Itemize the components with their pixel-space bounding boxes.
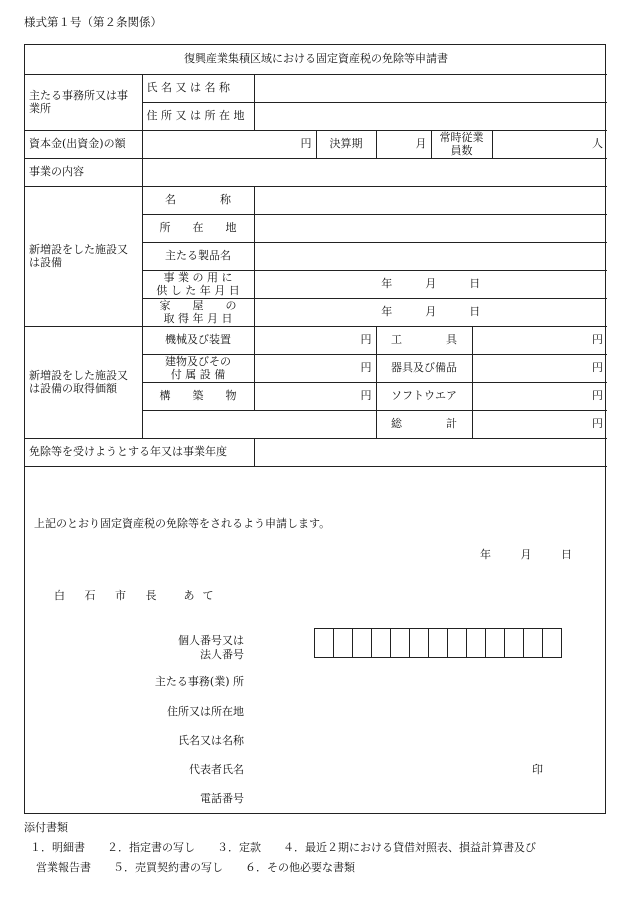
fiscal-label: 決算期 — [316, 131, 376, 159]
exemption-year-field[interactable] — [254, 439, 607, 467]
product-field[interactable] — [254, 243, 607, 271]
addressee: 白 石 市 長 あて — [54, 589, 222, 602]
representative-label: 代表者氏名 — [189, 763, 244, 776]
applicant-label: 主たる事務所又は事業所 — [25, 75, 142, 131]
form-number: 様式第１号（第２条関係） — [24, 15, 162, 29]
yen-unit: 円 — [592, 417, 604, 431]
capital-label: 資本金(出資金)の額 — [25, 131, 142, 159]
id-number-label-2: 法人番号 — [200, 648, 244, 661]
facility-location-label: 所 在 地 — [142, 215, 254, 243]
fixtures-field[interactable] — [472, 355, 607, 383]
capital-field[interactable] — [142, 131, 316, 159]
address-label: 住 所 又 は 所 在 地 — [142, 103, 254, 131]
cost-label: 新増設をした施設又は設備の取得価額 — [25, 327, 142, 439]
applicant-address-label: 住所又は所在地 — [167, 705, 244, 718]
declaration-text: 上記のとおり固定資産税の免除等をされるよう申請します。 — [34, 517, 331, 530]
attachments — [24, 818, 536, 878]
facility-location-field[interactable] — [254, 215, 607, 243]
acquisition-date-label: 家 屋 の 取 得 年 月 日 — [142, 299, 254, 327]
office-label: 主たる事務(業) 所 — [154, 675, 244, 688]
exemption-year-label: 免除等を受けようとする年又は事業年度 — [25, 439, 254, 467]
employees-field[interactable] — [492, 131, 607, 159]
yen-unit: 円 — [592, 389, 604, 403]
form-title: 復興産業集積区域における固定資産税の免除等申請書 — [25, 45, 607, 75]
seal-mark: 印 — [532, 763, 543, 776]
tools-label: 工 具 — [376, 327, 472, 355]
building-field[interactable] — [254, 355, 376, 383]
name-field[interactable] — [254, 75, 607, 103]
building-label: 建物及びその 付 属 設 備 — [142, 355, 254, 383]
service-date-field[interactable]: 年 月 日 — [254, 271, 607, 299]
software-field[interactable] — [472, 383, 607, 411]
yen-unit: 円 — [360, 333, 372, 347]
yen-unit: 円 — [592, 361, 604, 375]
id-number-label-1: 個人番号又は — [178, 634, 244, 647]
yen-unit: 円 — [300, 137, 312, 151]
phone-label: 電話番号 — [200, 792, 244, 805]
attachments-line-1: １．明細書 ２．指定書の写し ３．定款 ４．最近２期における貸借対照表、損益計算書及び — [30, 841, 536, 854]
name-label: 氏 名 又 は 名 称 — [142, 75, 254, 103]
machinery-label: 機械及び装置 — [142, 327, 254, 355]
total-label: 総 計 — [376, 411, 472, 439]
total-field[interactable] — [472, 411, 607, 439]
attachments-header: 添付書類 — [24, 821, 68, 834]
tools-field[interactable] — [472, 327, 607, 355]
yen-unit: 円 — [592, 333, 604, 347]
facility-name-field[interactable] — [254, 187, 607, 215]
attachments-line-2: 営業報告書 ５．売買契約書の写し ６．その他必要な書類 — [36, 861, 355, 874]
id-number-boxes[interactable] — [314, 628, 562, 658]
blank-cell — [142, 411, 376, 439]
people-unit: 人 — [592, 137, 604, 151]
employees-label: 常時従業員数 — [431, 131, 492, 159]
fiscal-field[interactable] — [376, 131, 431, 159]
service-date-label: 事 業 の 用 に 供 し た 年 月 日 — [142, 271, 254, 299]
application-date[interactable]: 年 月 日 — [480, 548, 572, 561]
yen-unit: 円 — [360, 389, 372, 403]
declaration-area — [24, 488, 606, 814]
software-label: ソフトウエア — [376, 383, 472, 411]
structure-field[interactable] — [254, 383, 376, 411]
facility-label: 新増設をした施設又は設備 — [25, 187, 142, 327]
acquisition-date-field[interactable]: 年 月 日 — [254, 299, 607, 327]
applicant-name-label: 氏名又は名称 — [178, 734, 244, 747]
business-field[interactable] — [142, 159, 607, 187]
structure-label: 構 築 物 — [142, 383, 254, 411]
business-label: 事業の内容 — [25, 159, 142, 187]
facility-name-label: 名 称 — [142, 187, 254, 215]
yen-unit: 円 — [360, 361, 372, 375]
fixtures-label: 器具及び備品 — [376, 355, 472, 383]
machinery-field[interactable] — [254, 327, 376, 355]
form-table — [25, 45, 607, 467]
product-label: 主たる製品名 — [142, 243, 254, 271]
address-field[interactable] — [254, 103, 607, 131]
month-unit: 月 — [415, 137, 427, 151]
